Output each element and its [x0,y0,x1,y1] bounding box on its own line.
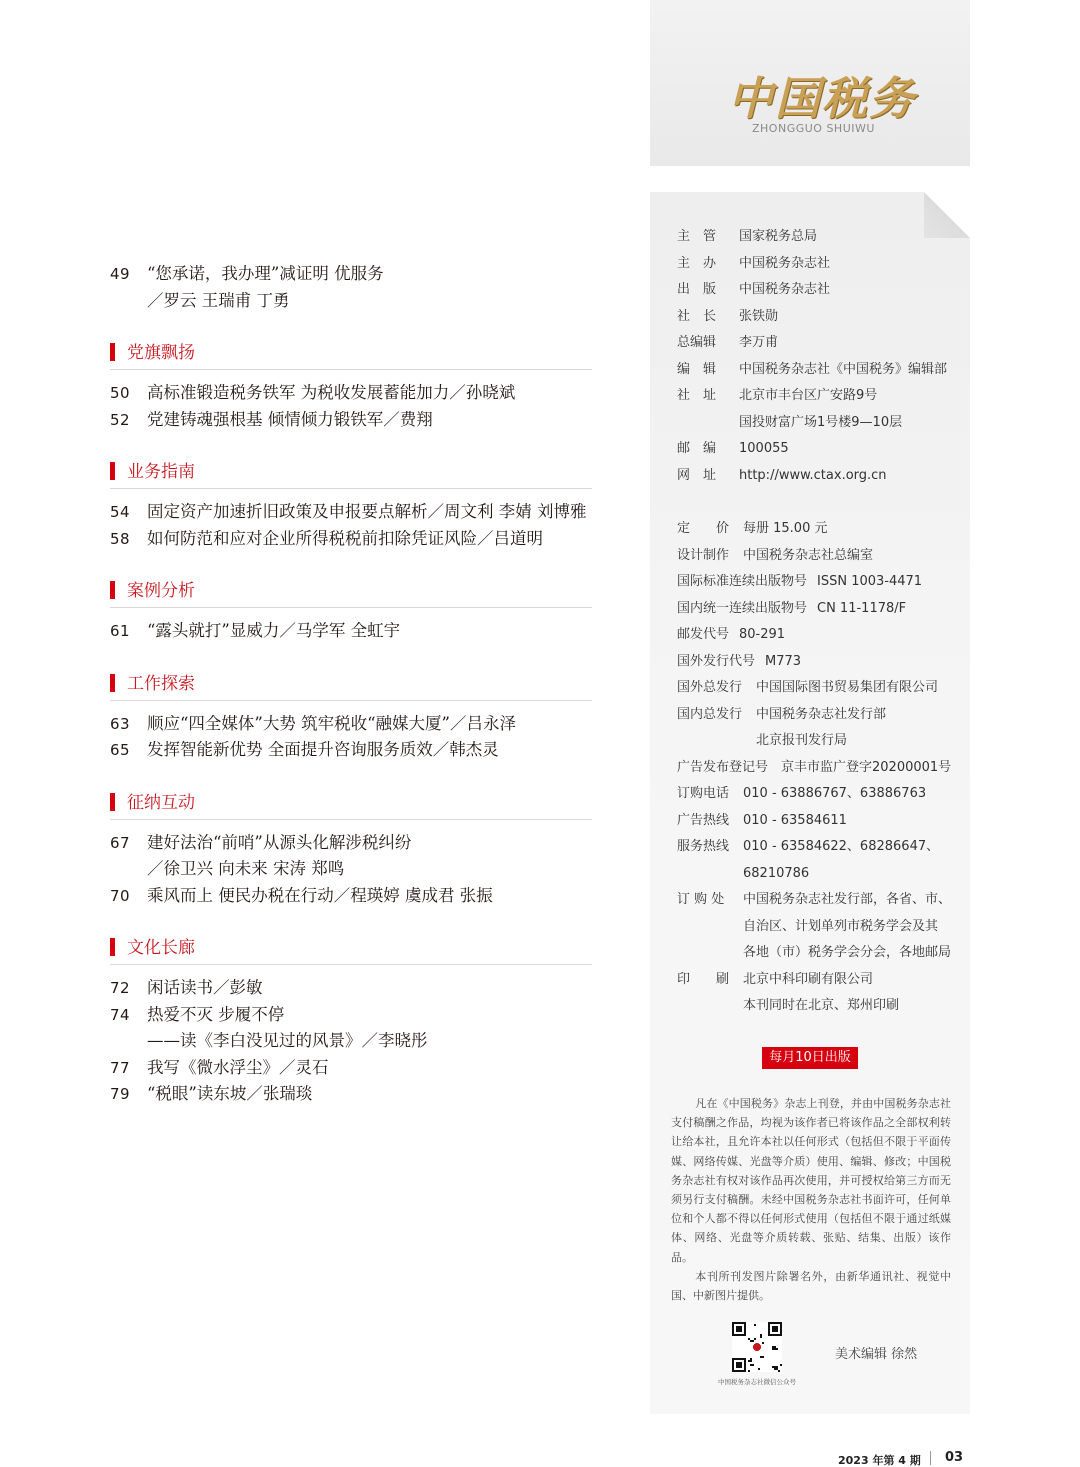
section-title: 工作探索 [127,673,195,694]
masthead-info-row [677,596,967,623]
info-value: 本刊同时在北京、郑州印刷 [743,998,900,1013]
masthead-info-row [677,251,967,278]
section-title: 党旗飘扬 [127,343,195,363]
info-value: 国家税务总局 [739,229,818,244]
masthead-info-row [677,543,967,570]
info-value: 自治区、计划单列市税务学会及其 [743,918,939,934]
magazine-logo-chinese: 中国税务 [728,72,917,125]
info-label: 邮发代号 [677,627,730,642]
info-label: 设计制作 [677,547,730,563]
masthead-info-row [677,516,967,543]
section-title: 征纳互动 [127,792,195,813]
section-title: 文化长廊 [127,938,195,958]
info-label: 主 办 [677,255,717,271]
section-title: 业务指南 [127,462,195,482]
info-label: 主 管 [677,229,717,244]
toc-section-header [110,336,592,366]
info-value: 国投财富广场1号楼9—10层 [739,414,903,430]
info-value: http://www.ctax.org.cn [739,467,887,483]
masthead-info-row [677,383,967,410]
info-value: 中国税务杂志社发行部 [756,706,887,722]
copyright-notice [671,1094,951,1305]
info-label: 编 辑 [677,361,717,377]
toc-article-title: 如何防范和应对企业所得税税前扣除凭证风险／吕道明 [147,528,543,548]
info-value: 010 - 63584611 [743,812,847,828]
masthead-info-row [677,993,967,1020]
toc-page-number: 74 [110,1005,131,1024]
info-label: 国内统一连续出版物号 [677,600,808,616]
toc-section-header [110,667,592,697]
toc-article-title: 建好法治“前哨”从源头化解涉税纠纷 [147,832,412,852]
info-label: 定 价 [677,521,730,536]
masthead-info-row [677,808,967,835]
publisher-info-group [677,224,967,489]
info-label: 国际标准连续出版物号 [677,574,808,589]
info-label: 邮 编 [677,441,717,456]
toc-article-title: 乘风而上 便民办税在行动／程瑛婷 虞成君 张振 [147,885,493,905]
toc-page-number: 49 [110,265,131,283]
copyright-paragraph: 凡在《中国税务》杂志上刊登，并由中国税务杂志社支付稿酬之作品，均视为该作者已将该作品之全部权利转让给本社，且允许本社以任何形式（包括但不限于平面传媒、网络传媒、光盘等介质）使用、编辑、修改；中国税务杂志社有权对该作品再次使用，并可授权给第三方而无须另行支付稿酬。未经中国税务杂志社书面许可，任何单位和个人都不得以任何形式使用（包括但不限于通过纸媒体、网络、光盘等介质转载、张贴、结集、出版）该作品。 [671,1097,951,1264]
toc-section-header [110,931,592,961]
toc-page-number: 58 [110,529,131,548]
toc-page-number: 70 [110,886,131,905]
footer-divider [930,1451,931,1465]
toc-article-byline: ／徐卫兴 向未来 宋涛 郑鸣 [147,859,345,878]
toc-article-title: “您承诺，我办理”减证明 优服务 [147,264,384,283]
toc-article-title: 党建铸魂强根基 倾情倾力锻铁军／费翔 [147,409,433,429]
info-value: M773 [765,653,802,669]
info-label: 服务热线 [677,839,730,854]
section-title: 案例分析 [127,581,195,601]
info-label: 印 刷 [677,971,730,987]
page-footer [838,1450,964,1467]
issue-label: 2023 年第 4 期 [838,1454,921,1467]
section-marker-bar [110,343,115,361]
info-value: 中国税务杂志社《中国税务》编辑部 [739,361,948,377]
masthead-info-row [677,887,967,914]
section-divider [110,488,592,489]
masthead-info-row [677,967,967,994]
info-value: 京丰市监广登字20200001号 [781,759,952,775]
info-value: 张铁勋 [739,308,779,324]
masthead-info-row [677,622,967,649]
info-label: 社 长 [677,308,717,324]
masthead-info-row [677,728,967,755]
publication-date-badge: 每月10日出版 [762,1047,858,1069]
section-marker-bar [110,462,115,480]
info-label: 出 版 [677,282,717,297]
qr-caption: 中国税务杂志社微信公众号 [718,1378,796,1386]
masthead-info-row [677,649,967,676]
toc-page-number: 65 [110,741,131,759]
toc-page-number: 63 [110,714,131,733]
section-divider [110,700,592,701]
info-value: 中国国际图书贸易集团有限公司 [756,680,939,695]
toc-page-number: 72 [110,979,131,997]
masthead-info-panel [650,192,970,1414]
info-value: 中国税务杂志社 [739,255,831,271]
info-value: 北京报刊发行局 [756,733,848,748]
toc-article-title: 我写《微水浮尘》／灵石 [147,1057,329,1077]
masthead-info-row [677,675,967,702]
info-value: 中国税务杂志社 [739,282,831,297]
toc-page-number: 61 [110,622,131,640]
info-value: 010 - 63886767、63886763 [743,786,927,801]
toc-page-number: 79 [110,1085,131,1103]
section-divider [110,819,592,820]
info-value: 中国税务杂志社总编室 [743,547,874,563]
info-value: 李万甫 [739,335,779,350]
masthead-info-row [677,781,967,808]
masthead-info-row [677,861,967,888]
info-value: CN 11-1178/F [817,600,907,616]
toc-page-number: 77 [110,1058,131,1077]
publication-info-group [677,516,967,1020]
masthead-info-row [677,224,967,251]
info-label: 国外发行代号 [677,653,756,669]
magazine-logo-panel [650,0,970,166]
page-number: 03 [945,1450,964,1465]
masthead-info-row [677,436,967,463]
info-value: 各地（市）税务学会分会，各地邮局 [743,945,952,960]
toc-page-number: 52 [110,410,131,429]
info-value: ISSN 1003-4471 [817,574,923,589]
masthead-info-row [677,834,967,861]
info-label: 广告发布登记号 [677,759,769,775]
info-value: 010 - 63584622、68286647、 [743,839,940,854]
masthead-info-row [677,277,967,304]
toc-section-header [110,574,592,604]
info-value: 80-291 [739,627,786,642]
info-value: 68210786 [743,865,810,881]
section-marker-bar [110,581,115,599]
toc-article-byline: ——读《李白没见过的风景》／李晓彤 [147,1031,428,1050]
info-label: 总编辑 [677,335,717,350]
masthead-info-row [677,702,967,729]
toc-article-byline: ／罗云 王瑞甫 丁勇 [147,290,290,310]
toc-article-title: “露头就打”显威力／马学军 全虹宇 [147,621,401,640]
section-divider [110,964,592,965]
info-value: 中国税务杂志社发行部，各省、市、 [743,892,952,907]
masthead-info-row [677,914,967,941]
info-label: 广告热线 [677,812,730,828]
toc-article-title: 固定资产加速折旧政策及申报要点解析／周文利 李婧 刘博雅 [147,502,587,521]
masthead-info-row [677,569,967,596]
toc-section-header [110,786,592,816]
masthead-info-row [677,410,967,437]
section-marker-bar [110,793,115,811]
toc-section-header [110,455,592,485]
info-label: 订 购 处 [677,892,725,907]
info-label: 网 址 [677,467,717,483]
magazine-logo-pinyin: ZHONGGUO SHUIWU [752,122,875,135]
info-label: 国外总发行 [677,680,743,695]
wechat-qr-code[interactable] [732,1322,782,1372]
masthead-info-row [677,330,967,357]
info-value: 每册 15.00 元 [743,521,828,536]
section-marker-bar [110,674,115,692]
toc-article-title: 顺应“四全媒体”大势 筑牢税收“融媒大厦”／吕永泽 [147,713,516,733]
toc-page-number: 50 [110,384,131,402]
toc-article-title: “税眼”读东坡／张瑞琰 [147,1084,313,1103]
info-value: 北京中科印刷有限公司 [743,971,874,987]
section-marker-bar [110,938,115,956]
toc-article-title: 热爱不灭 步履不停 [147,1004,285,1024]
masthead-info-row [677,357,967,384]
section-divider [110,607,592,608]
masthead-info-row [677,304,967,331]
info-value: 100055 [739,441,789,456]
toc-article-title: 高标准锻造税务铁军 为税收发展蓄能加力／孙晓斌 [147,383,516,402]
masthead-info-row [677,940,967,967]
masthead-info-row [677,463,967,490]
section-divider [110,369,592,370]
image-credit-paragraph: 本刊所刊发图片除署名外，由新华通讯社、视觉中国、中新图片提供。 [671,1269,951,1303]
art-editor-credit: 美术编辑 徐然 [835,1347,918,1362]
info-label: 社 址 [677,388,717,403]
info-label: 订购电话 [677,786,730,801]
info-value: 北京市丰台区广安路9号 [739,388,878,403]
toc-page-number: 67 [110,833,131,852]
toc-article-title: 闲话读书／彭敏 [147,978,263,997]
toc-article-title: 发挥智能新优势 全面提升咨询服务质效／韩杰灵 [147,740,499,759]
info-label: 国内总发行 [677,706,743,722]
toc-page-number: 54 [110,503,131,521]
masthead-info-row [677,755,967,782]
